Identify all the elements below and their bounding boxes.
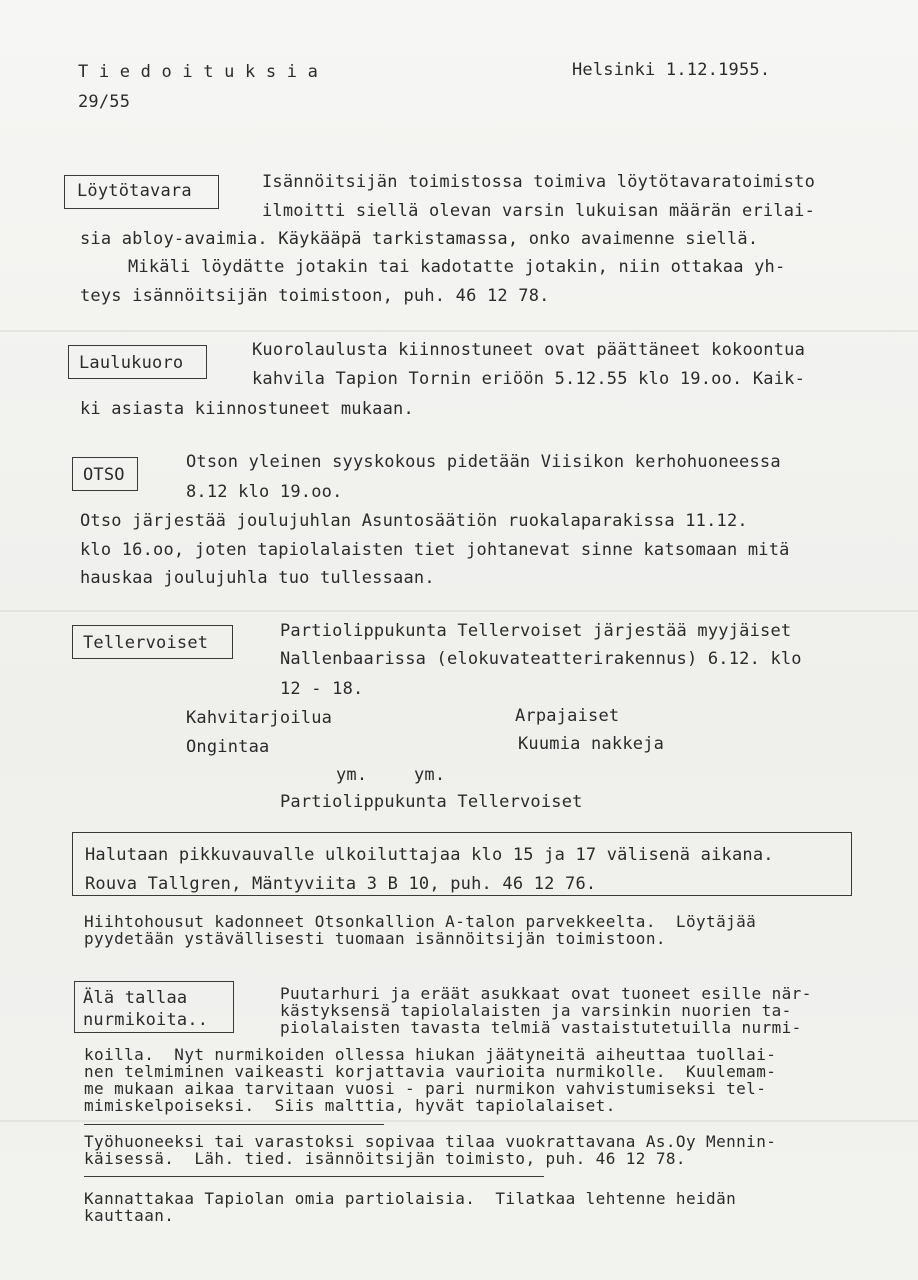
tellervoiset-label: Tellervoiset (83, 633, 209, 653)
tyohuone-line-1: Työhuoneeksi tai varastoksi sopivaa tilaa vuokrattavana As.Oy Mennin- (84, 1132, 777, 1151)
tellervoiset-label-box (72, 625, 233, 659)
nurmikko-line-4: koilla. Nyt nurmikoiden ollessa hiukan jäätyneitä aiheuttaa tuollai- (84, 1045, 777, 1064)
otso-label: OTSO (83, 465, 125, 485)
section-divider (84, 1124, 384, 1125)
hiihtohousut-line-2: pyydetään ystävällisesti tuomaan isännöitsijän toimistoon. (84, 929, 666, 948)
section-divider (84, 1176, 544, 1177)
bulletin-title: T i e d o i t u k s i a (78, 62, 319, 82)
partio-line-1: Kannattakaa Tapiolan omia partiolaisia. Tilatkaa lehtenne heidän (84, 1189, 737, 1208)
loytotavara-line-5: teys isännöitsijän toimistoon, puh. 46 12 78. (80, 286, 550, 306)
otso-line-1: Otson yleinen syyskokous pidetään Viisikon kerhohuoneessa (186, 452, 781, 472)
nurmikko-line-6: me mukaan aikaa tarvitaan vuosi - pari nurmikon vahvistumiseksi tel- (84, 1079, 767, 1098)
loytotavara-label: Löytötavara (77, 181, 192, 201)
bulletin-number: 29/55 (78, 92, 131, 112)
hiihtohousut-line-1: Hiihtohousut kadonneet Otsonkallion A-talon parvekkeelta. Löytäjää (84, 912, 757, 931)
loytotavara-line-1: Isännöitsijän toimistossa toimiva löytötavaratoimisto (262, 172, 816, 192)
partio-line-2: kauttaan. (84, 1206, 175, 1225)
tellervoiset-item: Kahvitarjoilua (186, 708, 333, 728)
otso-line-2: 8.12 klo 19.oo. (186, 482, 343, 502)
tyohuone-line-2: käisessä. Läh. tied. isännöitsijän toimisto, puh. 46 12 78. (84, 1149, 686, 1168)
nurmikko-line-2: kästyksensä tapiolalaisten ja varsinkin nuorien ta- (280, 1001, 792, 1020)
paper-fold-line (0, 610, 918, 612)
otso-line-3: Otso järjestää joulujuhlan Asuntosäätiön ruokalaparakissa 11.12. (80, 511, 748, 531)
laulukuoro-line-3: ki asiasta kiinnostuneet mukaan. (80, 399, 414, 419)
tellervoiset-ym: ym. (336, 765, 368, 785)
otso-line-4: klo 16.oo, joten tapiolalaisten tiet johtanevat sinne katsomaan mitä (80, 540, 790, 560)
laulukuoro-label-box (68, 345, 207, 379)
paper-fold-line (0, 330, 918, 332)
loytotavara-line-3: sia abloy-avaimia. Käykääpä tarkistamassa, onko avaimenne siellä. (80, 229, 759, 249)
tellervoiset-item: Arpajaiset (515, 706, 620, 726)
loytotavara-line-4: Mikäli löydätte jotakin tai kadotatte jotakin, niin ottakaa yh- (128, 257, 786, 277)
nurmikko-line-5: nen telmiminen vaikeasti korjattavia vaurioita nurmikolle. Kuulemam- (84, 1062, 777, 1081)
tellervoiset-signature: Partiolippukunta Tellervoiset (280, 792, 583, 812)
tellervoiset-line-2: Nallenbaarissa (elokuvateatterirakennus) 6.12. klo (280, 649, 802, 669)
nurmikko-label: nurmikoita.. (83, 1010, 209, 1030)
tellervoiset-line-3: 12 - 18. (280, 679, 364, 699)
nurmikko-label: Älä tallaa (83, 988, 188, 1008)
laulukuoro-label: Laulukuoro (79, 353, 184, 373)
nurmikko-label-box (74, 981, 234, 1033)
tellervoiset-ym: ym. (414, 765, 446, 785)
place-date: Helsinki 1.12.1955. (572, 60, 771, 80)
nurmikko-line-1: Puutarhuri ja eräät asukkaat ovat tuoneet esille när- (280, 984, 812, 1003)
otso-label-box (72, 457, 138, 491)
pikkuvauva-notice-box (72, 832, 852, 896)
tellervoiset-item: Kuumia nakkeja (518, 734, 665, 754)
laulukuoro-line-2: kahvila Tapion Tornin eriöön 5.12.55 klo 19.oo. Kaik- (252, 369, 806, 389)
otso-line-5: hauskaa joulujuhla tuo tullessaan. (80, 568, 435, 588)
loytotavara-label-box (64, 175, 219, 209)
nurmikko-line-3: piolalaisten tavasta telmiä vastaistutetuilla nurmi- (280, 1018, 802, 1037)
paper-fold-line (0, 1120, 918, 1122)
pikkuvauva-line-1: Halutaan pikkuvauvalle ulkoiluttajaa klo 15 ja 17 välisenä aikana. (85, 845, 774, 865)
pikkuvauva-line-2: Rouva Tallgren, Mäntyviita 3 B 10, puh. 46 12 76. (85, 874, 597, 894)
laulukuoro-line-1: Kuorolaulusta kiinnostuneet ovat päättäneet kokoontua (252, 340, 806, 360)
tellervoiset-line-1: Partiolippukunta Tellervoiset järjestää myyjäiset (280, 621, 792, 641)
nurmikko-line-7: mimiskelpoiseksi. Siis malttia, hyvät tapiolalaiset. (84, 1096, 616, 1115)
tellervoiset-item: Ongintaa (186, 737, 270, 757)
loytotavara-line-2: ilmoitti siellä olevan varsin lukuisan määrän erilai- (262, 201, 816, 221)
